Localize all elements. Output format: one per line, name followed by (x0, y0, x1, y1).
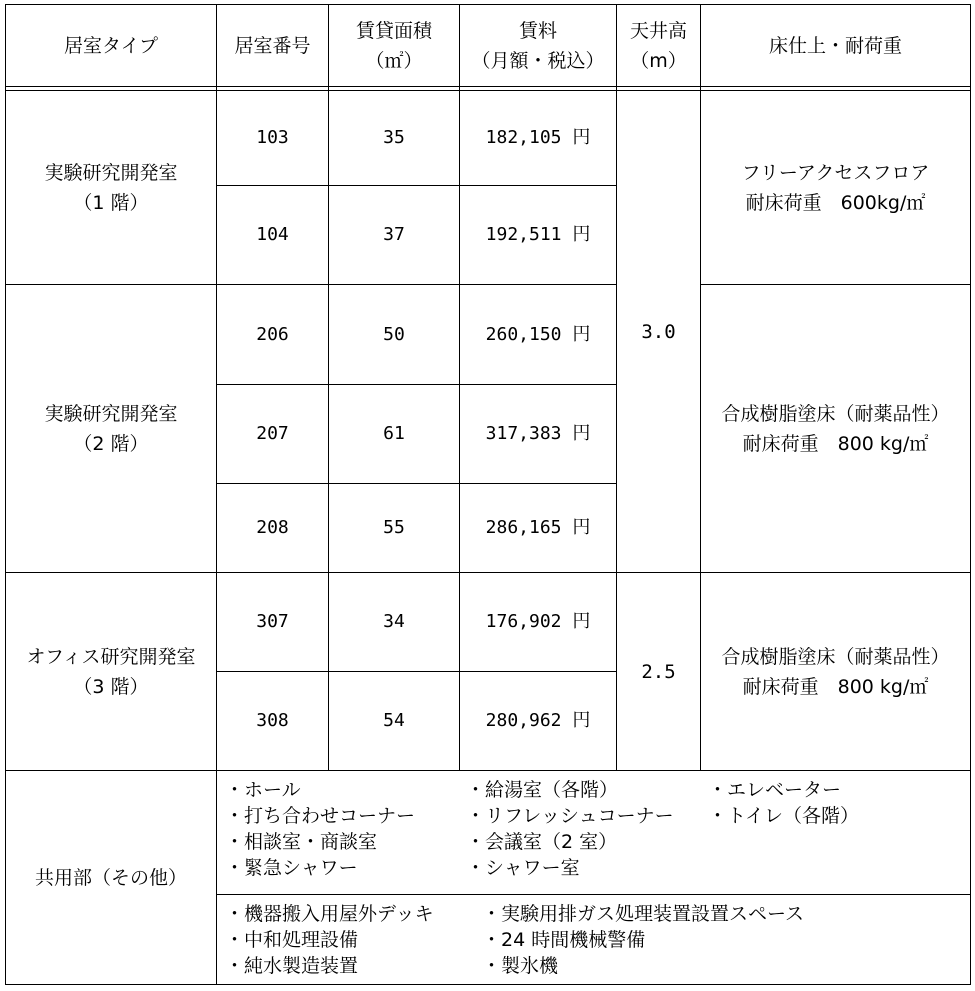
room-area: 54 (383, 710, 405, 731)
header-room-type: 居室タイプ (63, 34, 159, 57)
ceiling-height: 3.0 (641, 320, 676, 343)
header-area-label: 賃貸面積 (355, 19, 432, 42)
floor-load: 耐床荷重 600kg/㎡ (745, 191, 926, 214)
common-label: 共用部（その他） (34, 866, 187, 889)
room-rent: 176,902 円 (485, 611, 591, 632)
floor-finish: フリーアクセスフロア (741, 161, 930, 184)
room-number: 208 (256, 517, 289, 538)
common-inner-rule (216, 894, 971, 895)
floor-spec-2 (701, 285, 970, 572)
list-item: ・純水製造装置 (225, 955, 359, 977)
room-number: 307 (256, 611, 289, 632)
floor-load: 耐床荷重 800 kg/㎡ (742, 675, 929, 698)
header-rent-label: 賃料 (518, 19, 557, 42)
room-area: 50 (383, 323, 405, 345)
header-ceiling (617, 5, 700, 86)
list-item: ・製氷機 (482, 955, 559, 977)
room-rent: 192,511 円 (485, 224, 591, 245)
list-item: ・打ち合わせコーナー (225, 805, 416, 827)
list-item: ・機器搬入用屋外デッキ (225, 903, 434, 925)
floor-spec-1 (701, 91, 970, 284)
list-item: ・実験用排ガス処理装置設置スペース (482, 903, 805, 925)
room-number: 104 (256, 224, 289, 245)
header-room-number: 居室番号 (234, 34, 311, 57)
header-area-unit: （㎡） (365, 49, 423, 72)
room-rent: 182,105 円 (485, 127, 591, 148)
header-ceiling-unit: （m） (630, 49, 687, 72)
common-lower-col1 (225, 901, 434, 979)
header-ceiling-label: 天井高 (629, 19, 687, 42)
header-rent-note: （月額・税込） (471, 49, 605, 72)
table-border-right (970, 4, 971, 985)
list-item: ・シャワー室 (466, 857, 580, 879)
list-item: ・緊急シャワー (225, 857, 358, 879)
list-item: ・給湯室（各階） (466, 779, 619, 801)
list-item: ・トイレ（各階） (708, 805, 860, 827)
common-upper-col3 (708, 777, 859, 829)
list-item: ・リフレッシュコーナー (466, 805, 674, 827)
group-floor: （1 階） (73, 191, 149, 214)
header-area (329, 5, 459, 86)
room-area: 34 (383, 611, 405, 632)
table-border-bottom (5, 984, 971, 985)
room-rent: 280,962 円 (485, 710, 591, 731)
header-rent (460, 5, 616, 86)
common-upper-col2 (466, 777, 674, 881)
room-rent: 286,165 円 (485, 517, 591, 538)
floor-spec-3 (701, 573, 970, 770)
list-item: ・エレベーター (708, 779, 842, 801)
floor-finish: 合成樹脂塗床（耐薬品性） (721, 645, 950, 668)
room-area: 61 (383, 423, 405, 444)
room-number: 103 (256, 127, 289, 148)
header-floor-finish: 床仕上・耐荷重 (768, 34, 902, 57)
group-floor: （2 階） (73, 432, 149, 455)
list-item: ・会議室（2 室） (466, 831, 618, 853)
room-area: 55 (383, 517, 405, 538)
floor-finish: 合成樹脂塗床（耐薬品性） (721, 402, 950, 425)
group-label-1 (6, 91, 216, 284)
group-label-2 (6, 285, 216, 572)
floor-load: 耐床荷重 800 kg/㎡ (742, 432, 929, 455)
common-lower-col2 (482, 901, 804, 979)
group-floor: （3 階） (73, 675, 149, 698)
room-area: 35 (383, 127, 405, 148)
header-rule (5, 86, 971, 87)
room-number: 207 (256, 423, 289, 444)
room-number: 206 (256, 323, 289, 345)
room-rent: 260,150 円 (485, 323, 591, 345)
room-area: 37 (383, 224, 405, 245)
group-label-3 (6, 573, 216, 770)
group-name: 実験研究開発室 (44, 402, 178, 425)
list-item: ・24 時間機械警備 (482, 929, 646, 951)
group-name: 実験研究開発室 (44, 161, 178, 184)
ceiling-height: 2.5 (641, 660, 676, 683)
list-item: ・中和処理設備 (225, 929, 359, 951)
room-number: 308 (256, 710, 289, 731)
list-item: ・ホール (225, 779, 301, 801)
common-upper-col1 (225, 777, 415, 881)
list-item: ・相談室・商談室 (225, 831, 378, 853)
room-rent: 317,383 円 (485, 423, 591, 444)
group-name: オフィス研究開発室 (26, 645, 196, 668)
